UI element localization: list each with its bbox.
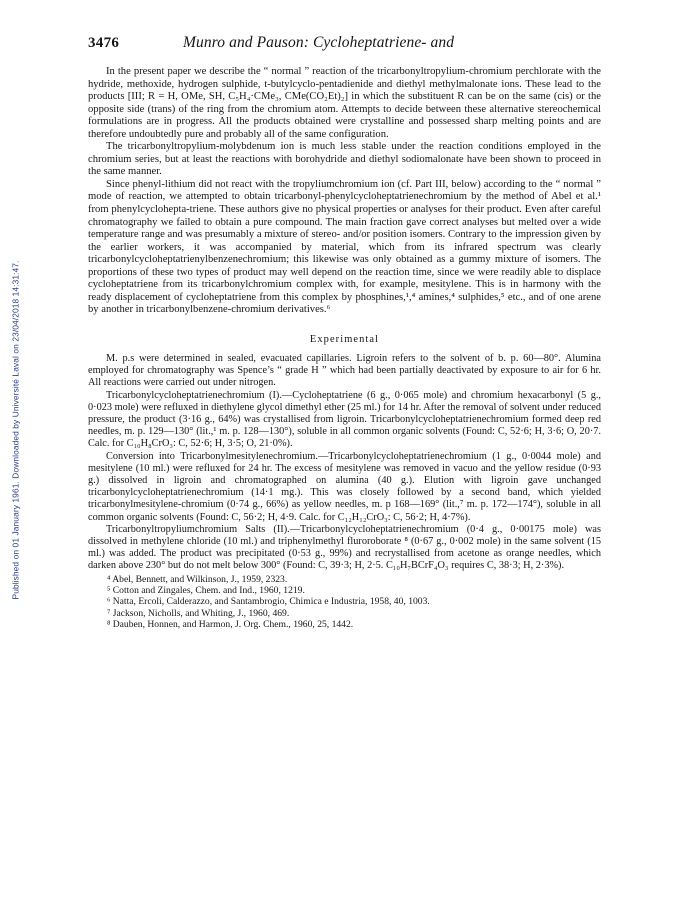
page-header (88, 34, 601, 56)
body-text (88, 66, 601, 317)
paragraph: The tricarbonyltropylium-molybdenum ion is much less stable under the reaction conditions employed in the chromium series, but at least the reactions with borohydride and diethyl sodiomalonate have been shown to proceed in the same manner. (88, 141, 601, 178)
reference-item: ⁴ Abel, Bennett, and Wilkinson, J., 1959, 2323. (107, 573, 288, 585)
section-heading: Experimental (309, 333, 380, 345)
reference-item: ⁷ Jackson, Nicholls, and Whiting, J., 1960, 469. (107, 607, 290, 619)
references (88, 574, 601, 631)
journal-page (88, 34, 601, 631)
experimental-section (88, 353, 601, 573)
watermark-text: Published on 01 January 1961. Downloaded by Université Laval on 23/04/2018 14:31:47. (10, 260, 21, 600)
experimental-paragraph: Tricarbonylcycloheptatrienechromium (I).—Cycloheptatriene (6 g., 0·065 mole) and chromium hexacarbonyl (5 g., 0·023 mole) were refluxed in diethylene glycol dimethyl ether (25 ml.) for 14 hr. After the removal of solvent under reduced pressure, the product (3·16 g., 64%) was crystallised from ligroin. Tricarbonylcycloheptatrienechromium formed deep red needles, m. p. 129—130° (lit.,¹ m. p. 128—130°), soluble in all common organic solvents (Found: C, 52·6; H, 3·6; O, 20·7. Calc. for C₁₀H₈CrO₃: C, 52·6; H, 3·5; O, 21·0%). (88, 389, 601, 450)
paragraph: In the present paper we describe the “ normal ” reaction of the tricarbonyltropylium-chromium perchlorate with the hydride, methoxide, hydrogen sulphide, t-butylcyclo-pentadienide and diethyl methylmalonate ions. These lead to the products [III; R = H, OMe, SH, C₅H₄·CMe₃, CMe(CO₂Et)₂] in which the substituent R can be on the same (cis) or the opposite side (trans) of the ring from the chromium atom. Attempts to decide between these alternative stereochemical formulations are in progress. All the products obtained were crystalline and possessed sharp melting points and are therefore undoubtedly pure and probably all of the same configuration. (88, 66, 601, 140)
reference-item: ⁸ Dauben, Honnen, and Harmon, J. Org. Chem., 1960, 25, 1442. (107, 619, 354, 631)
experimental-paragraph: M. p.s were determined in sealed, evacuated capillaries. Ligroin refers to the solvent of b. p. 60—80°. Alumina employed for chromatography was Spence’s “ grade H ” which had been partially deactivated by exposure to air for 6 hr. All reactions were carried out under nitrogen. (88, 352, 601, 389)
experimental-paragraph: Conversion into Tricarbonylmesitylenechromium.—Tricarbonylcycloheptatrienechromium (1 g., 0·0044 mole) and mesitylene (10 ml.) were refluxed for 24 hr. The excess of mesitylene was removed in vacuo and the yellow residue (0·93 g.) dissolved in ligroin and chromatographed on alumina (40 g.). Elution with ligroin gave unchanged tricarbonylcycloheptatrienechromium (14·1 mg.). This was closely followed by a second band, which yielded tricarbonylmesitylene-chromium (0·74 g., 66%) as yellow needles, m. p 168—169° (lit.,⁷ m. p. 172—174°), soluble in all common organic solvents (Found: C, 56·2; H, 4·9. Calc. for C₁₂H₁₂CrO₃: C, 56·2; H, 4·7%). (88, 450, 601, 523)
running-title: Munro and Pauson: Cycloheptatriene- and (183, 34, 455, 51)
page-number: 3476 (88, 35, 120, 51)
experimental-paragraph: Tricarbonyltropyliumchromium Salts (II).—Tricarbonylcycloheptatrienechromium (0·4 g., 0·00175 mole) was dissolved in methylene chloride (10 ml.) and triphenylmethyl fluroroborate ⁸ (0·67 g., 0·002 mole) in the same solvent (15 ml.) was added. The product was precipitated (0·53 g., 99%) and recrystallised from acetone as orange needles, which darken above 230° but do not melt below 300° (Found: C, 39·3; H, 2·5. C₁₀H₇BCrF₄O₃ requires C, 38·3; H, 2·3%). (88, 523, 601, 572)
reference-item: ⁵ Cotton and Zingales, Chem. and Ind., 1960, 1219. (107, 585, 305, 596)
download-watermark (8, 150, 22, 710)
reference-item: ⁶ Natta, Ercoli, Calderazzo, and Santambrogio, Chimica e Industria, 1958, 40, 1003. (107, 596, 430, 608)
paragraph: Since phenyl-lithium did not react with the tropyliumchromium ion (cf. Part III, below) according to the “ normal ” mode of reaction, we attempted to obtain tricarbonyl-phenylcycloheptatrienechromium by the method of Abel et al.¹ from phenylcyclohepta-triene. These authors give no physical properties or analyses for their product. Even after careful chromatography we failed to obtain a pure compound. The main fraction gave correct analyses but melted over a wide temperature range and was presumably a mixture of stereo- and/or position isomers. Contrary to the impression given by the earlier workers, it was accompanied by material, which from its infrared spectrum was clearly tricarbonylcycloheptatrienylbenzenechromium; this likewise was only obtained as a gummy mixture of isomers. The proportions of these two types of product may well depend on the reaction time, since we were readily able to displace cycloheptatriene from its tricarbonylchromium complex with, for example, mesitylene. This is in harmony with the ready displacement of cycloheptatriene from this complex by phosphines,¹,⁴ amines,⁴ sulphides,⁵ etc., and of one arene by another in tricarbonylbenzene-chromium derivatives.⁶ (88, 178, 601, 316)
